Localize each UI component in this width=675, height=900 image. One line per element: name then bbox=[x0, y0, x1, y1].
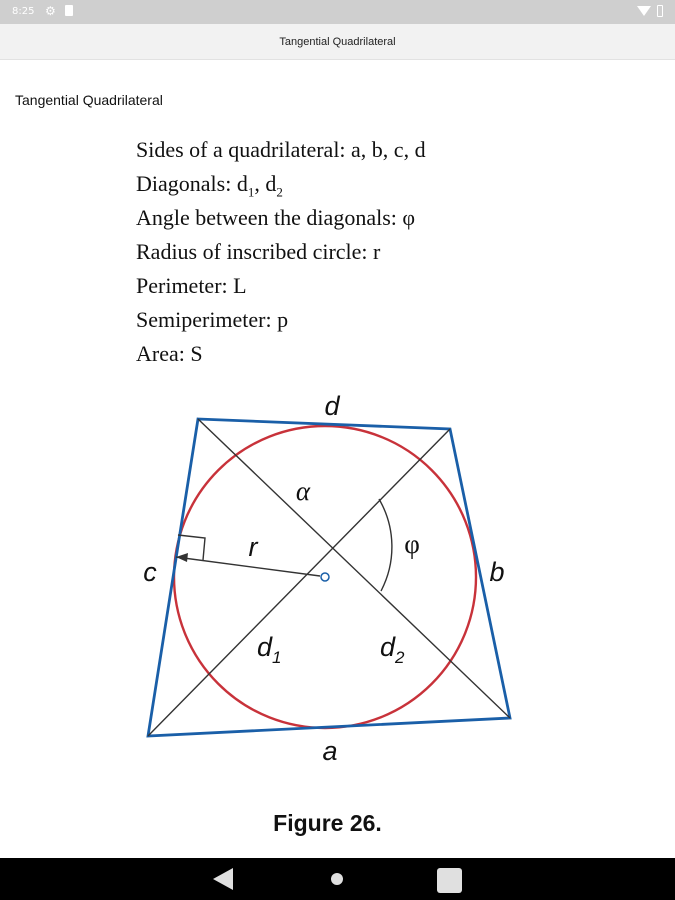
label-d1-sub: 1 bbox=[272, 648, 282, 667]
definition-semiperimeter: Semiperimeter: p bbox=[136, 307, 289, 332]
diagonals-prefix: Diagonals: d bbox=[136, 171, 248, 196]
diagonal-d2 bbox=[198, 419, 510, 718]
definition-sides: Sides of a quadrilateral: a, b, c, d bbox=[136, 137, 426, 162]
diagonals-sub2: 2 bbox=[276, 184, 283, 200]
page-heading: Tangential Quadrilateral bbox=[15, 92, 163, 108]
label-d1-main: d bbox=[257, 632, 273, 662]
definition-diagonals bbox=[136, 167, 426, 201]
diagonals-separator: , d bbox=[254, 171, 277, 196]
diagonals-sub1: 1 bbox=[247, 184, 255, 200]
sd-card-icon bbox=[65, 5, 73, 16]
home-icon[interactable] bbox=[331, 873, 343, 885]
definition-perimeter: Perimeter: L bbox=[136, 273, 247, 298]
phi-angle-arc bbox=[379, 499, 392, 591]
label-d2-sub: 2 bbox=[395, 648, 405, 667]
label-phi: φ bbox=[404, 529, 420, 559]
settings-gear-icon: ⚙ bbox=[45, 4, 56, 18]
label-radius-r: r bbox=[248, 532, 258, 562]
status-bar bbox=[0, 0, 675, 24]
tangential-quadrilateral-figure bbox=[0, 380, 675, 780]
label-side-b: b bbox=[489, 557, 505, 587]
definition-area: Area: S bbox=[136, 341, 203, 366]
label-d1 bbox=[257, 632, 282, 667]
label-side-a: a bbox=[322, 736, 338, 766]
circle-center-point bbox=[321, 573, 329, 581]
figure-caption: Figure 26. bbox=[273, 810, 382, 836]
label-d2-main: d bbox=[380, 632, 396, 662]
label-d2 bbox=[380, 632, 405, 667]
label-alpha: α bbox=[295, 476, 311, 506]
definitions-list bbox=[136, 133, 426, 371]
label-side-c: c bbox=[143, 557, 157, 587]
definition-radius: Radius of inscribed circle: r bbox=[136, 239, 381, 264]
recents-icon[interactable] bbox=[437, 868, 462, 893]
app-bar bbox=[0, 24, 675, 60]
definition-angle: Angle between the diagonals: φ bbox=[136, 205, 416, 230]
app-bar-title: Tangential Quadrilateral bbox=[279, 35, 396, 48]
status-time: 8:25 bbox=[12, 6, 35, 17]
back-icon[interactable] bbox=[213, 868, 233, 890]
navigation-bar bbox=[0, 858, 675, 900]
battery-icon bbox=[657, 5, 663, 17]
label-side-d: d bbox=[324, 391, 340, 421]
wifi-icon bbox=[637, 6, 651, 16]
status-right-icons bbox=[637, 5, 663, 17]
